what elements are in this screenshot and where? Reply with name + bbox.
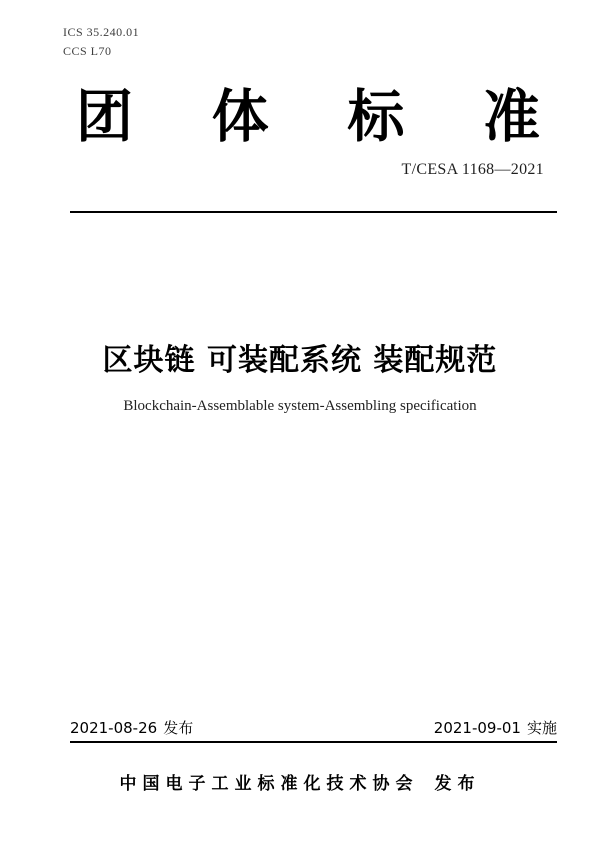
classification-codes [63,23,139,61]
publisher-row [0,769,600,794]
issue-date: 2021-08-26 [70,719,158,737]
standard-type-char: 团 [76,84,133,150]
standard-type-char: 标 [347,84,405,150]
implementation-label: 实施 [526,719,557,737]
standard-type-title [76,86,540,148]
standard-number: T/CESA 1168—2021 [401,161,544,178]
header-divider [70,211,557,213]
ics-code: ICS 35.240.01 [63,25,140,39]
implementation-date: 2021-09-01 [433,719,521,737]
dates-row [70,717,557,738]
implementation-date-group [434,717,557,738]
issue-label: 发布 [163,719,194,737]
ccs-code: CCS L70 [63,44,112,58]
footer-divider [70,741,557,743]
document-title-chinese: 区块链 可装配系统 装配规范 [102,343,498,378]
standard-type-char: 准 [482,84,540,150]
standard-type-char: 体 [211,84,269,150]
publisher-action: 发布 [434,774,481,794]
document-title-english: Blockchain-Assemblable system-Assembling specification [123,398,477,414]
issue-date-group [70,717,193,738]
publisher-name: 中国电子工业标准化技术协会 [119,774,419,794]
